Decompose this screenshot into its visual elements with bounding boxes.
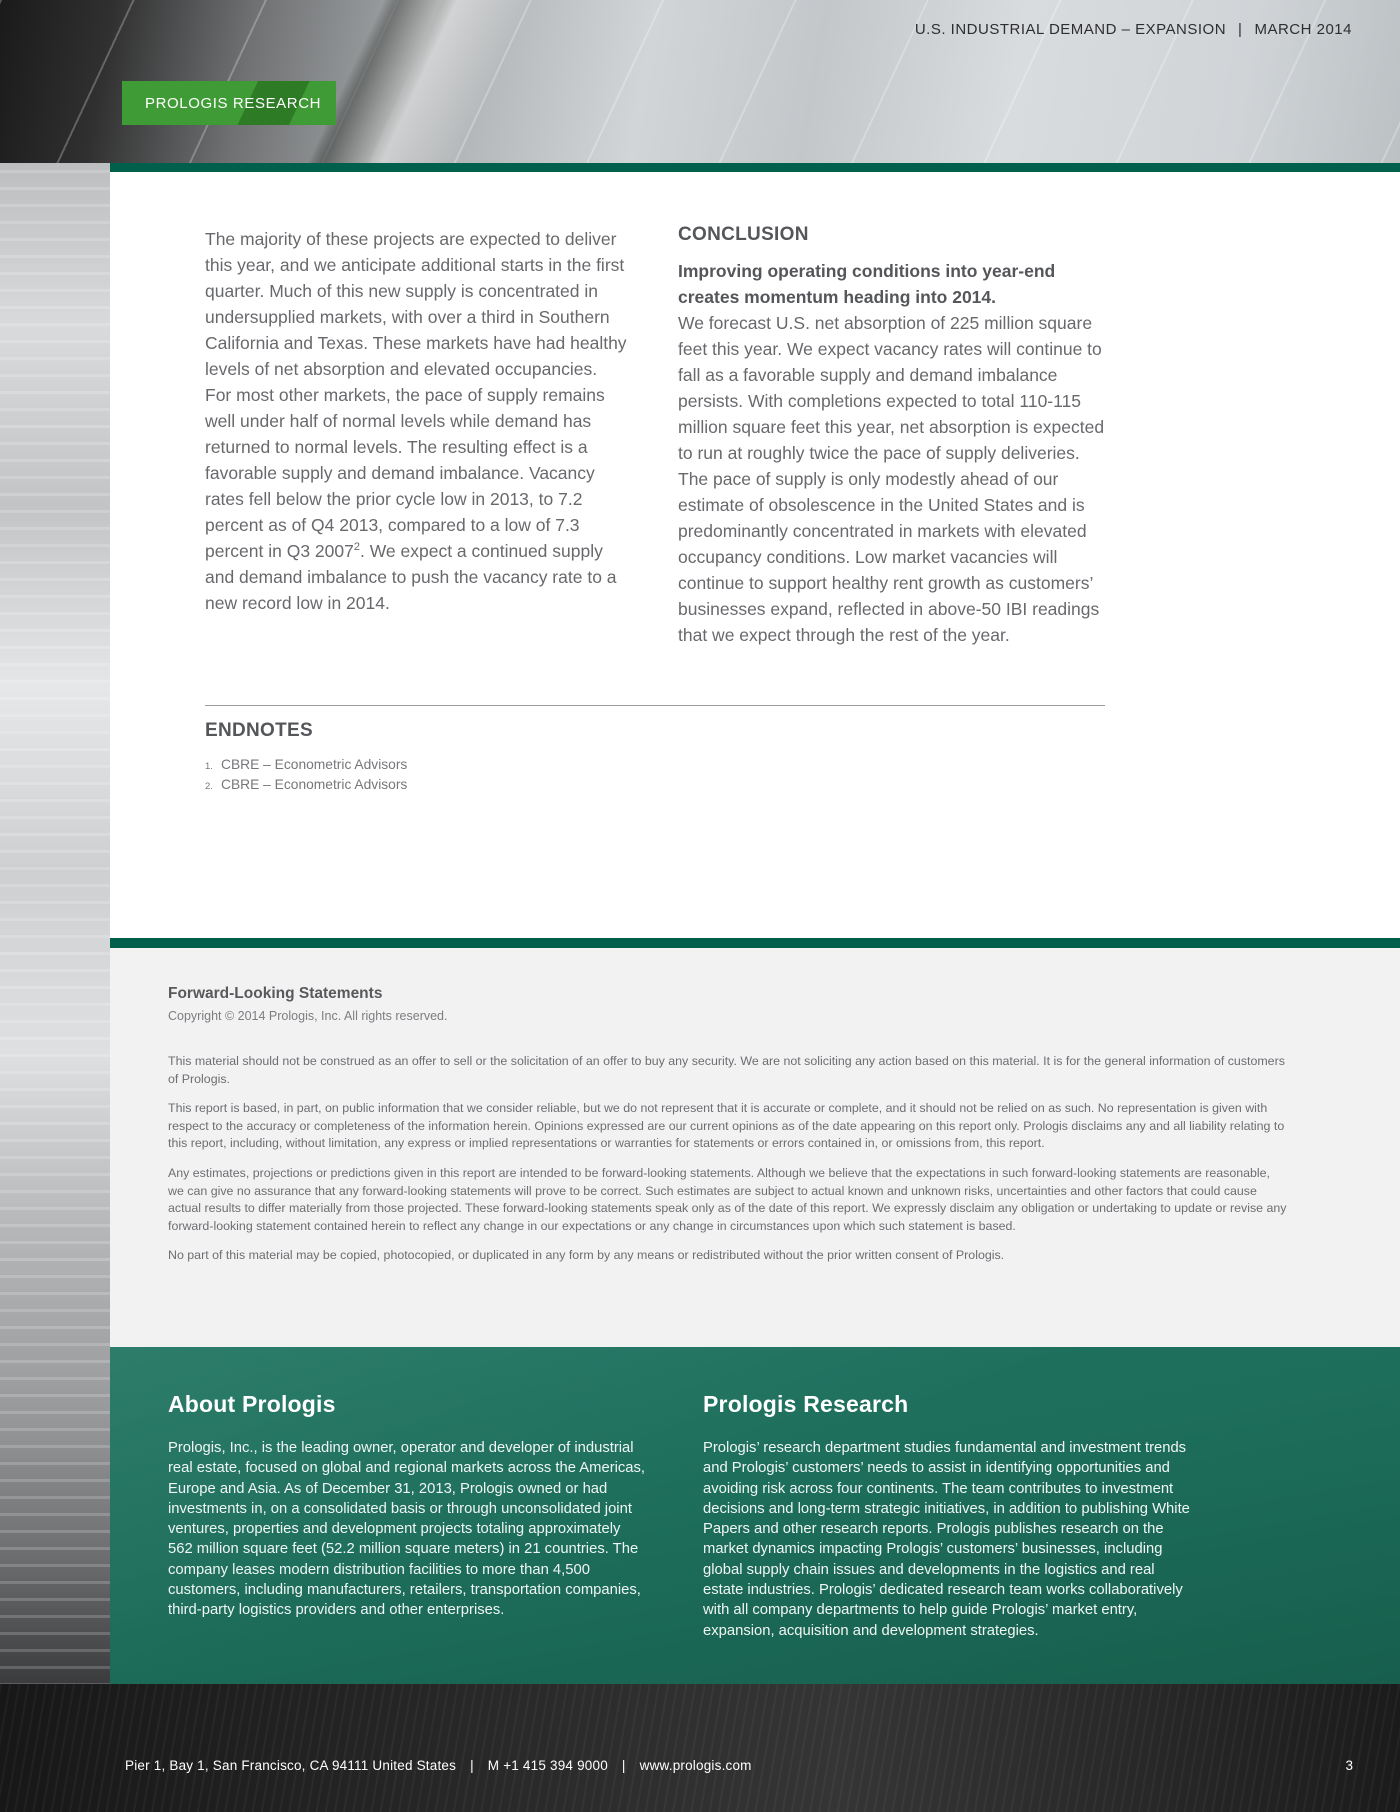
endnotes-list [205, 755, 407, 794]
endnote-number: 2. [205, 780, 213, 792]
conclusion-lead: Improving operating conditions into year-end creates momentum heading into 2014. [678, 261, 1056, 307]
left-photo-strip [0, 0, 110, 1812]
conclusion-body: We forecast U.S. net absorption of 225 million square feet this year. We expect vacancy rates will continue to fall as a favorable supply and demand imbalance persists. With completions expected to total 110-115 million square feet this year, net absorption is expected to run at roughly twice the pace of supply deliveries. The pace of supply is only modestly ahead of our estimate of obsolescence in the United States and is predominantly concentrated in markets with elevated occupancy conditions. Low market vacancies will continue to support healthy rent growth as customers’ businesses expand, reflected in above-50 IBI readings that we expect through the rest of the year. [678, 313, 1105, 645]
title-separator: | [1238, 21, 1243, 38]
disclaimer-paragraph: No part of this material may be copied, photocopied, or duplicated in any form by any means or redistributed without the prior written consent of Prologis. [168, 1248, 1005, 1263]
conclusion-heading: CONCLUSION [678, 224, 809, 245]
footer-separator: | [621, 1758, 626, 1773]
prologis-research-body: Prologis’ research department studies fundamental and investment trends and Prologis’ customers’ needs to assist in identifying opportunities and avoiding risk across four continents. The team contributes to investment decisions and long-term strategic initiatives, in addition to publishing White Papers and other research reports. Prologis publishes research on the market dynamics impacting Prologis’ customers’ businesses, including global supply chain issues and developments in the logistics and real estate industries. Prologis’ dedicated research team works collaboratively with all company departments to help guide Prologis’ market entry, expansion, acquisition and development strategies. [703, 1440, 1190, 1639]
main-content [110, 172, 1400, 938]
endnote-text: CBRE – Econometric Advisors [221, 757, 408, 772]
disclaimer-paragraph: This report is based, in part, on public information that we consider reliable, but we do not represent that it is accurate or complete, and it should not be relied on as such. No representation is given with respect to the accuracy or completeness of the information herein. Opinions expressed are our current opinions as of the date appearing on this report only. Prologis disclaims any and all liability relating to this report, including, without limitation, any express or implied representations or warranties for statements or errors contained in, or omissions from, this report. [168, 1101, 1285, 1151]
endnotes-heading: ENDNOTES [205, 720, 313, 741]
prologis-research-badge [122, 81, 336, 125]
prologis-research-heading: Prologis Research [703, 1391, 909, 1417]
prologis-research-column [703, 1391, 1190, 1684]
footer-website-link[interactable]: www.prologis.com [639, 1758, 752, 1773]
legal-section [110, 948, 1400, 1347]
disclaimer-paragraph: Any estimates, projections or predictions given in this report are intended to be forward-looking statements. Although we believe that the expectations in such forward-looking statements are reasonable, we can give no assurance that any forward-looking statements will prove to be correct. Such estimates are subject to actual known and unknown risks, uncertainties and other factors that could cause actual results to differ materially from those projected. These forward-looking statements speak only as of the date of this report. We expressly disclaim any obligation or undertaking to update or revise any forward-looking statement contained herein to reflect any change in our expectations or any change in circumstances upon which such statement is based. [168, 1165, 1287, 1233]
footer-band [0, 1684, 1400, 1812]
report-date: MARCH 2014 [1254, 21, 1352, 38]
endnote-number: 1. [205, 761, 213, 772]
forward-looking-heading: Forward-Looking Statements [168, 985, 383, 1002]
disclaimer-paragraphs [168, 1053, 1288, 1265]
teal-divider-middle [110, 938, 1400, 948]
endnote-item [205, 755, 407, 775]
body-text-before-note: The majority of these projects are expected to deliver this year, and we anticipate additional starts in the first quarter. Much of this new supply is concentrated in undersupplied markets, with over a third in Southern California and Texas. These markets have had healthy levels of net absorption and elevated occupancies. For most other markets, the pace of supply remains well under half of normal levels while demand has returned to normal levels. The resulting effect is a favorable supply and demand imbalance. Vacancy rates fell below the prior cycle low in 2013, to 7.2 percent as of Q4 2013, compared to a low of 7.3 percent in Q3 2007 [205, 229, 627, 561]
about-prologis-body: Prologis, Inc., is the leading owner, operator and developer of industrial real estate, focused on global and regional markets across the Americas, Europe and Asia. As of December 31, 2013, Prologis owned or had investments in, on a consolidated basis or through unconsolidated joint ventures, properties and development projects totaling approximately 562 million square feet (52.2 million square meters) in 21 countries. The company leases modern distribution facilities to more than 4,500 customers, including manufacturers, retailers, transportation companies, third-party logistics providers and other enterprises. [168, 1440, 646, 1619]
footer-address: Pier 1, Bay 1, San Francisco, CA 94111 United States [125, 1758, 457, 1773]
teal-divider-top [110, 163, 1400, 172]
about-prologis-heading: About Prologis [168, 1391, 336, 1417]
page-number: 3 [1345, 1758, 1353, 1773]
horizontal-rule [205, 705, 1105, 706]
header-photo [0, 0, 1400, 163]
disclaimer-paragraph: This material should not be construed as an offer to sell or the solicitation of an offer to buy any security. We are not soliciting any action based on this material. It is for the general information of customers of Prologis. [168, 1054, 1285, 1086]
conclusion-section [678, 224, 1106, 648]
about-prologis-column [168, 1391, 646, 1684]
report-title [915, 21, 1352, 38]
endnote-item [205, 775, 407, 795]
footer-contact-line [125, 1758, 752, 1773]
endnote-text: CBRE – Econometric Advisors [221, 776, 408, 792]
badge-label: PROLOGIS RESEARCH [145, 94, 322, 112]
copyright-line: Copyright © 2014 Prologis, Inc. All rights reserved. [168, 1009, 448, 1023]
footer-separator: | [470, 1758, 474, 1773]
about-panel [110, 1347, 1400, 1684]
body-paragraph [205, 226, 627, 616]
body-text-after-note: . We expect a continued supply and demand imbalance to push the vacancy rate to a new record low in 2014. [205, 541, 617, 613]
report-title-text: U.S. INDUSTRIAL DEMAND – EXPANSION [914, 21, 1227, 38]
footer-phone: M +1 415 394 9000 [487, 1758, 608, 1773]
endnote-ref-2: 2 [353, 541, 360, 554]
